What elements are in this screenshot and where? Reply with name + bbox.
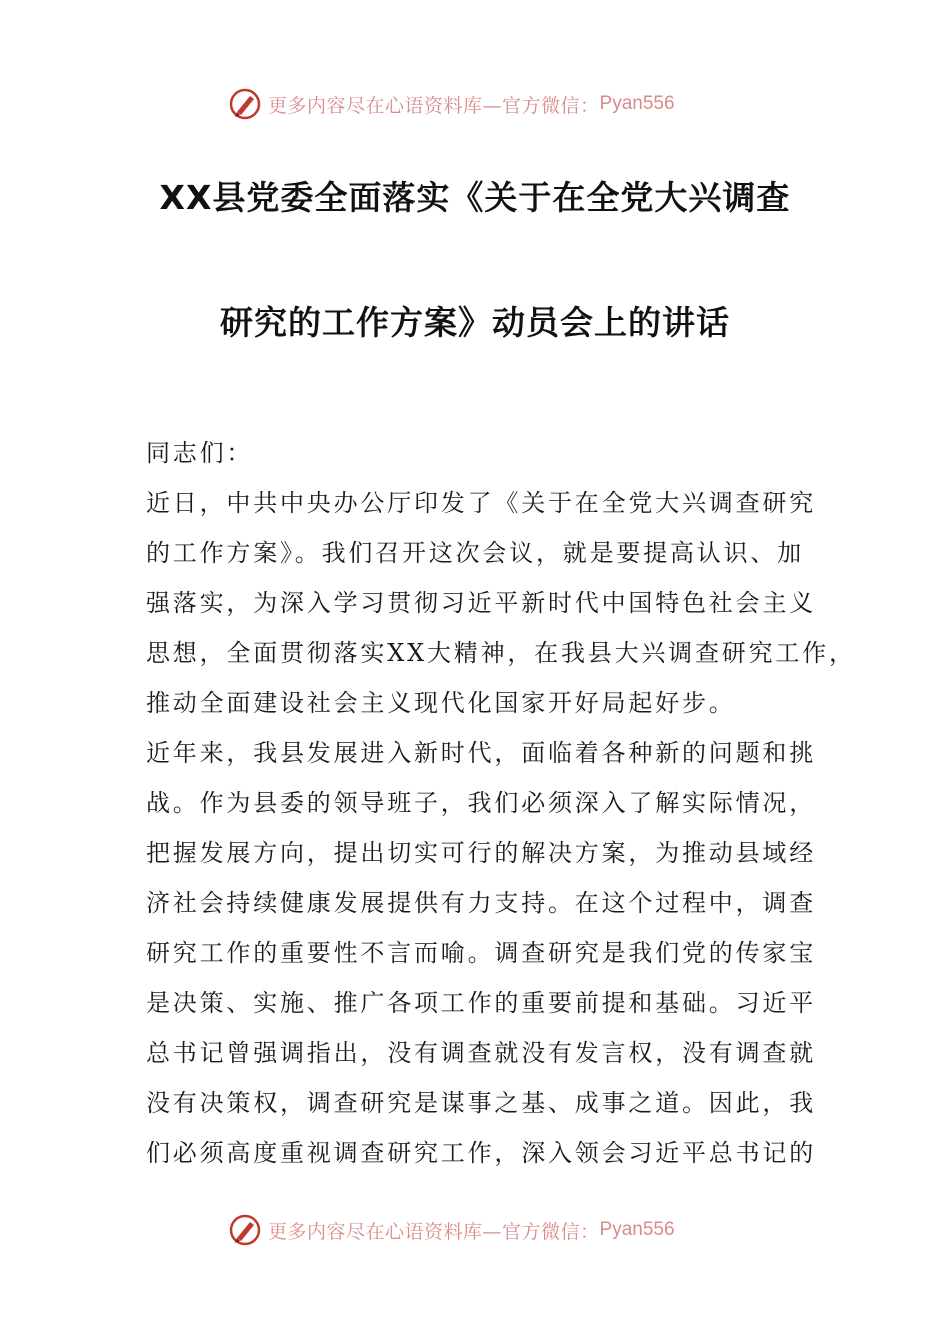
body-line: 没有决策权，调查研究是谋事之基、成事之道。因此，我 xyxy=(146,1089,816,1117)
document-title-line-2: 研究的工作方案》动员会上的讲话 xyxy=(220,303,730,342)
body-line: 近年来，我县发展进入新时代，面临着各种新的问题和挑 xyxy=(146,739,816,767)
body-line: 是决策、实施、推广各项工作的重要前提和基础。习近平 xyxy=(146,989,816,1017)
watermark-text: 更多内容尽在心语资料库—官方微信： xyxy=(268,1220,600,1243)
watermark-text: 更多内容尽在心语资料库—官方微信： xyxy=(268,94,600,117)
body-line: 思想，全面贯彻落实XX大精神，在我县大兴调查研究工作， xyxy=(146,639,856,667)
header-watermark xyxy=(228,84,675,124)
pen-logo-icon xyxy=(228,87,262,121)
pen-logo-icon xyxy=(228,1213,262,1247)
watermark-handle: Pyan556 xyxy=(599,93,675,114)
salutation: 同志们： xyxy=(146,439,254,467)
body-line: 近日，中共中央办公厅印发了《关于在全党大兴调查研究 xyxy=(146,489,816,517)
watermark-handle: Pyan556 xyxy=(599,1219,675,1240)
body-line: 强落实，为深入学习贯彻习近平新时代中国特色社会主义 xyxy=(146,589,816,617)
document-body xyxy=(146,428,856,1178)
body-line: 推动全面建设社会主义现代化国家开好局起好步。 xyxy=(146,689,736,717)
body-line: 济社会持续健康发展提供有力支持。在这个过程中，调查 xyxy=(146,889,816,917)
body-line: 研究工作的重要性不言而喻。调查研究是我们党的传家宝 xyxy=(146,939,816,967)
body-line: 把握发展方向，提出切实可行的解决方案，为推动县域经 xyxy=(146,839,816,867)
document-title-line-1: XX县党委全面落实《关于在全党大兴调查 xyxy=(159,178,791,217)
body-line: 的工作方案》。我们召开这次会议，就是要提高认识、加 xyxy=(146,539,804,567)
body-line: 们必须高度重视调查研究工作，深入领会习近平总书记的 xyxy=(146,1139,816,1167)
footer-watermark xyxy=(228,1210,675,1250)
body-line: 战。作为县委的领导班子，我们必须深入了解实际情况， xyxy=(146,789,816,817)
body-line: 总书记曾强调指出，没有调查就没有发言权，没有调查就 xyxy=(146,1039,816,1067)
